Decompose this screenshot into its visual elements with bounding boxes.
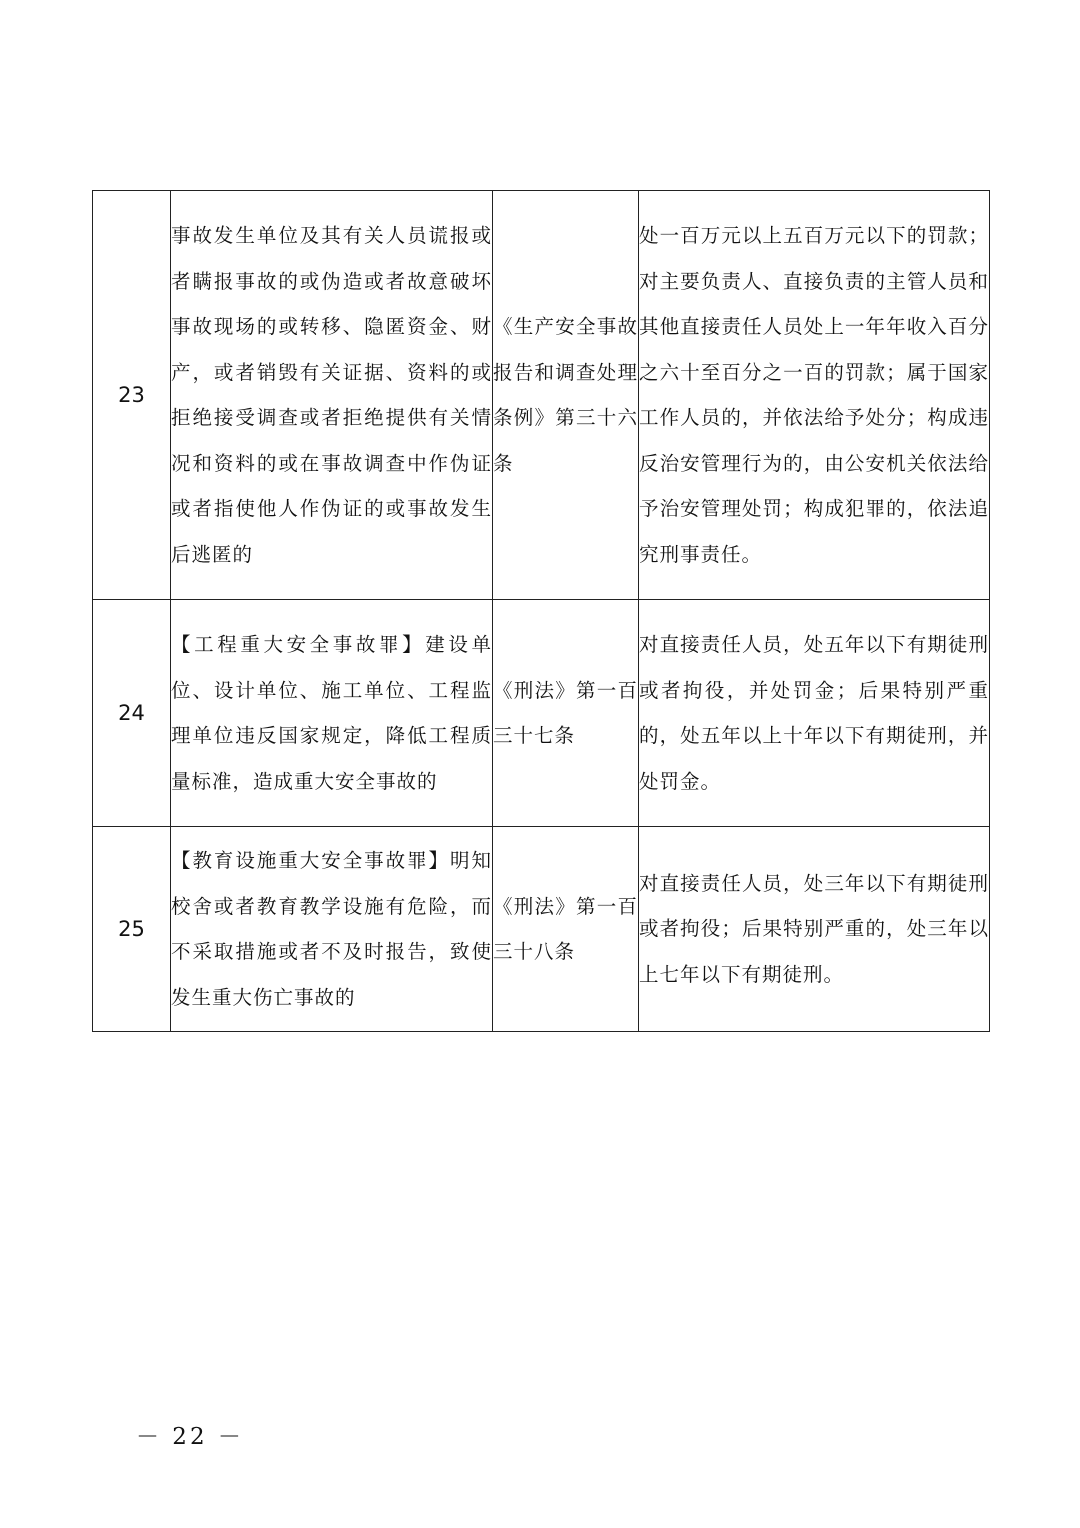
- row-number: 25: [93, 827, 171, 1032]
- legal-basis: 《生产安全事故报告和调查处理条例》第三十六条: [493, 191, 639, 600]
- legal-basis: 《刑法》第一百三十七条: [493, 600, 639, 827]
- row-number: 24: [93, 600, 171, 827]
- violation-description: 【工程重大安全事故罪】建设单位、设计单位、施工单位、工程监理单位违反国家规定，降低工程质量标准，造成重大安全事故的: [171, 600, 493, 827]
- regulation-table: [92, 190, 990, 1032]
- table-row: [93, 827, 990, 1032]
- penalty-description: 对直接责任人员，处三年以下有期徒刑或者拘役；后果特别严重的，处三年以上七年以下有期徒刑。: [639, 827, 990, 1032]
- table-row: [93, 191, 990, 600]
- legal-basis: 《刑法》第一百三十八条: [493, 827, 639, 1032]
- violation-description: 【教育设施重大安全事故罪】明知校舍或者教育教学设施有危险，而不采取措施或者不及时报告，致使发生重大伤亡事故的: [171, 827, 493, 1032]
- table-row: [93, 600, 990, 827]
- page-number: － 22 －: [136, 1424, 244, 1450]
- row-number: 23: [93, 191, 171, 600]
- penalty-description: 处一百万元以上五百万元以下的罚款；对主要负责人、直接负责的主管人员和其他直接责任人员处上一年年收入百分之六十至百分之一百的罚款；属于国家工作人员的，并依法给予处分；构成违反治安管理行为的，由公安机关依法给予治安管理处罚；构成犯罪的，依法追究刑事责任。: [639, 191, 990, 600]
- violation-description: 事故发生单位及其有关人员谎报或者瞒报事故的或伪造或者故意破坏事故现场的或转移、隐匿资金、财产，或者销毁有关证据、资料的或拒绝接受调查或者拒绝提供有关情况和资料的或在事故调查中作伪证或者指使他人作伪证的或事故发生后逃匿的: [171, 191, 493, 600]
- penalty-description: 对直接责任人员，处五年以下有期徒刑或者拘役，并处罚金；后果特别严重的，处五年以上十年以下有期徒刑，并处罚金。: [639, 600, 990, 827]
